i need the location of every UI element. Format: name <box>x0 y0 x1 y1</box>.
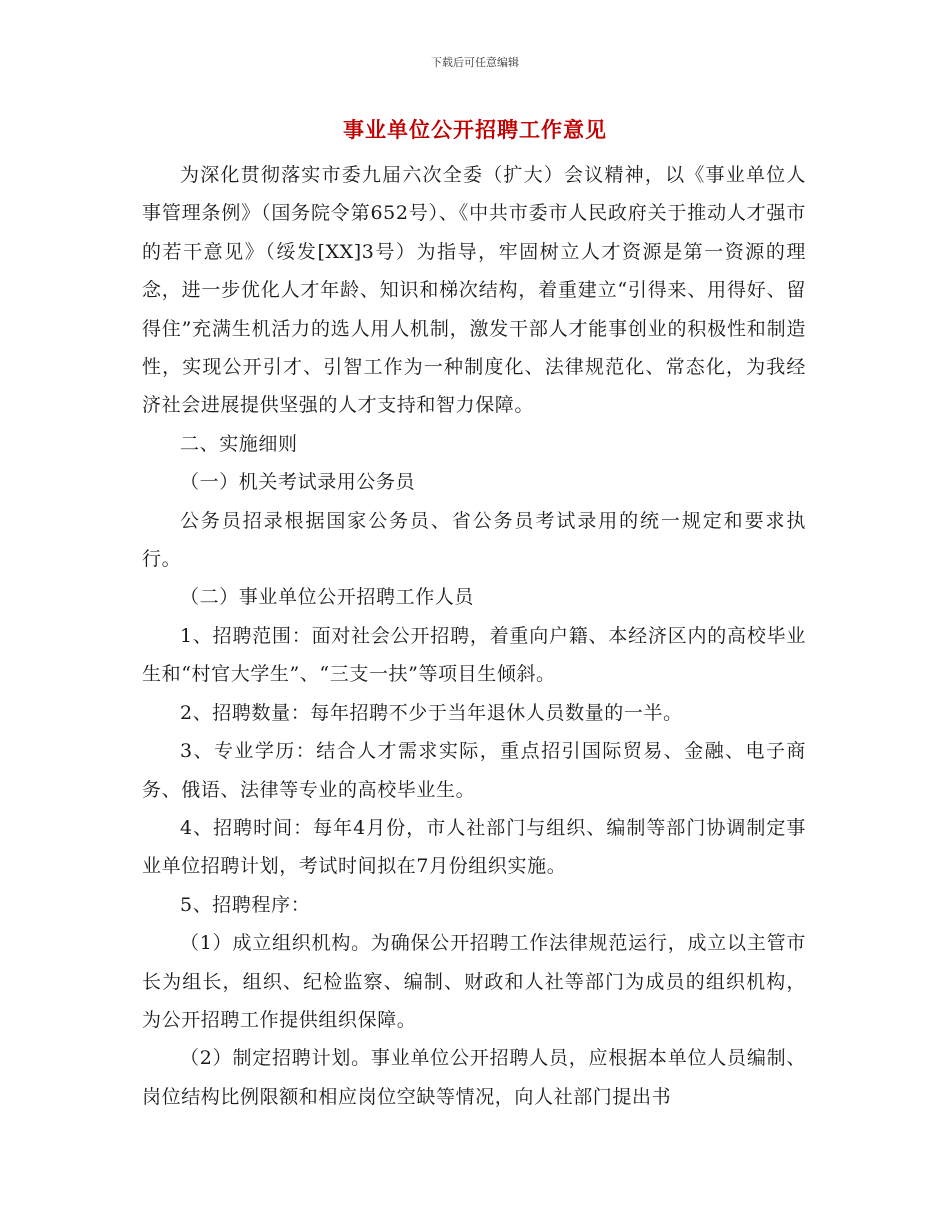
paragraph-recruit-scope: 1、招聘范围：面对社会公开招聘，着重向户籍、本经济区内的高校毕业生和“村官大学生”、“三支一扶”等项目生倾斜。 <box>142 624 806 686</box>
paragraph-procedure-step-2: （2）制定招聘计划。事业单位公开招聘人员，应根据本单位人员编制、岗位结构比例限额和相应岗位空缺等情况，向人社部门提出书 <box>142 1047 806 1108</box>
heading-implementation-rules: 二、实施细则 <box>180 432 298 455</box>
document-title: 事业单位公开招聘工作意见 <box>343 117 607 142</box>
paragraph-recruit-time: 4、招聘时间：每年4月份，市人社部门与组织、编制等部门协调制定事业单位招聘计划，考试时间拟在7月份组织实施。 <box>142 816 806 878</box>
paragraph-civil-servant: 公务员招录根据国家公务员、省公务员考试录用的统一规定和要求执行。 <box>142 509 806 571</box>
subheading-civil-servant: （一）机关考试录用公务员 <box>180 471 416 494</box>
page-header-note: 下载后可任意编辑 <box>431 56 519 69</box>
paragraph-education: 3、专业学历：结合人才需求实际，重点招引国际贸易、金融、电子商务、俄语、法律等专业的高校毕业生。 <box>142 740 806 801</box>
subheading-public-institution: （二）事业单位公开招聘工作人员 <box>180 586 475 609</box>
document-body <box>142 156 806 1116</box>
paragraph-recruit-procedure: 5、招聘程序： <box>180 893 311 916</box>
paragraph-intro: 为深化贯彻落实市委九届六次全委（扩大）会议精神，以《事业单位人事管理条例》（国务院令第652号）、《中共市委市人民政府关于推动人才强市的若干意见》（绥发[XX]3号）为指导，牢固树立人才资源是第一资源的理念，进一步优化人才年龄、知识和梯次结构，着重建立“引得来、用得好、留得住”充满生机活力的选人用人机制，激发干部人才能事创业的积极性和制造性，实现公开引才、引智工作为一种制度化、法律规范化、常态化，为我经济社会进展提供坚强的人才支持和智力保障。 <box>142 164 806 417</box>
paragraph-recruit-quantity: 2、招聘数量：每年招聘不少于当年退休人员数量的一半。 <box>180 701 683 724</box>
paragraph-procedure-step-1: （1）成立组织机构。为确保公开招聘工作法律规范运行，成立以主管市长为组长，组织、纪检监察、编制、财政和人社等部门为成员的组织机构，为公开招聘工作提供组织保障。 <box>142 932 806 1031</box>
